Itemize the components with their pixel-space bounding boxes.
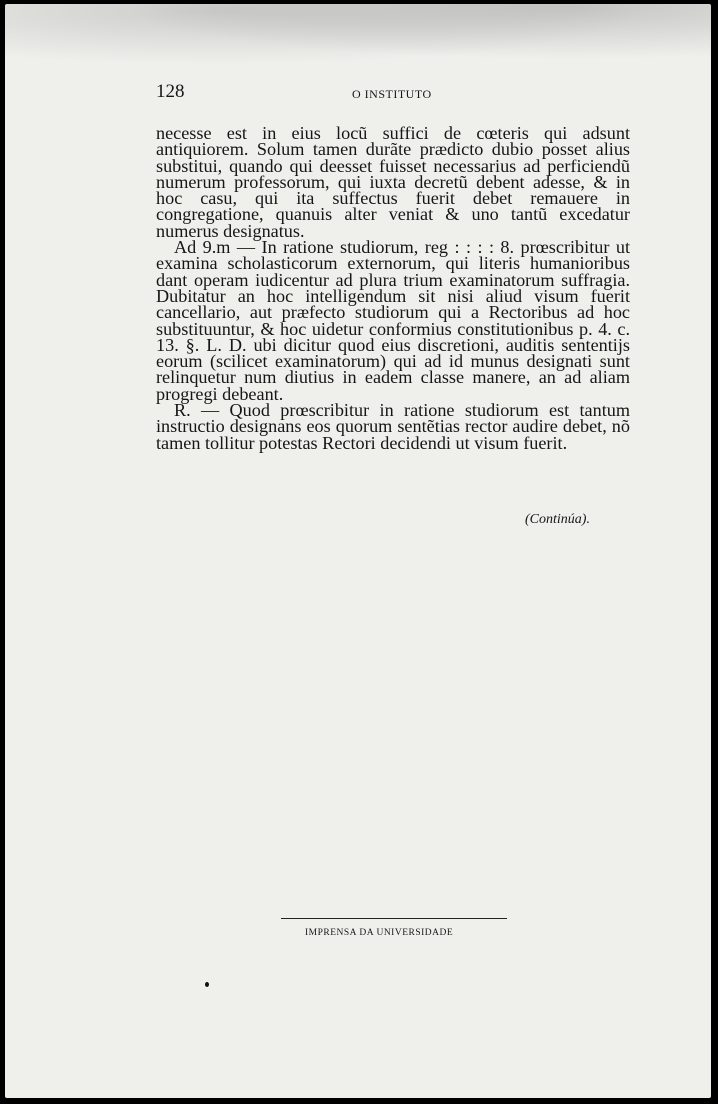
body-text bbox=[156, 125, 630, 451]
document-page bbox=[5, 4, 711, 1098]
paragraph-1: necesse est in eius locũ suffici de cœteris qui adsunt antiquiorem. Solum tamen durãte prædicto dubio posset alius substitui, quando qui deesset fuisset necessarius ad perficiendũ numerum professorum, qui iuxta decretũ debent adesse, & in hoc casu, qui ita suffectus fuerit debet remauere in congregatione, quanuis alter veniat & uno tantũ excedatur numerus designatus. bbox=[156, 123, 630, 241]
continuation-note: (Continúa). bbox=[525, 512, 590, 527]
printer-imprint: IMPRENSA DA UNIVERSIDADE bbox=[305, 928, 454, 938]
footer-rule bbox=[281, 918, 507, 919]
paragraph-3: R. — Quod prœscribitur in ratione studiorum est tantum instructio designans eos quorum sentẽtias rector audire debet, nõ tamen tollitur potestas Rectori decidendi ut visum fuerit. bbox=[156, 400, 630, 453]
page-number: 128 bbox=[156, 81, 185, 102]
paragraph-2: Ad 9.m — In ratione studiorum, reg : : : : 8. prœscribitur ut examina scholasticorum externorum, qui literis humanioribus dant operam iudicentur ad plura trium examinatorum suffragia. Dubitatur an hoc intelligendum sit nisi aliud visum fuerit cancellario, aut præfecto studiorum qui a Rectoribus ad hoc substituuntur, & hoc uidetur conformius constitutionibus p. 4. c. 13. §. L. D. ubi dicitur quod eius discretioni, auditis sententijs eorum (scilicet examinatorum) qui ad id munus designati sunt relinquetur num diutius in eadem classe manere, an ad aliam progregi debeant. bbox=[156, 237, 630, 404]
running-title: O INSTITUTO bbox=[352, 87, 432, 101]
page-header bbox=[156, 81, 630, 103]
ink-speck bbox=[205, 982, 209, 987]
